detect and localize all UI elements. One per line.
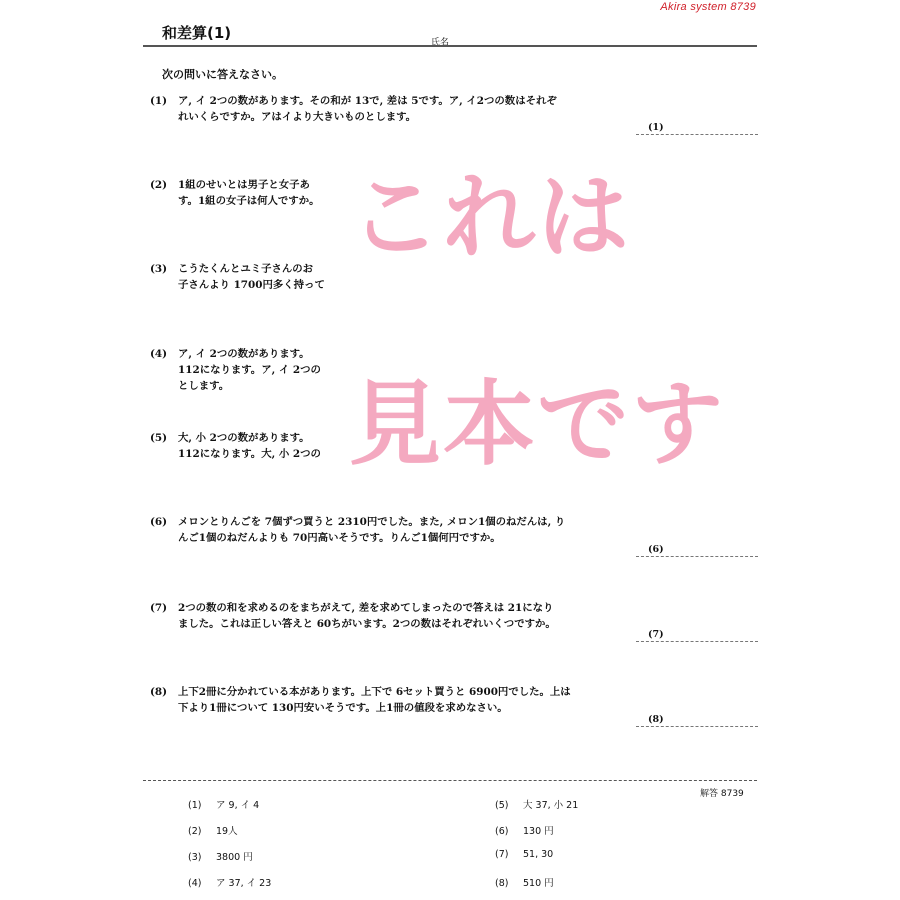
question-text: 1組のせいとは男子と女子あ す。1組の女子は何人ですか。 (178, 179, 320, 207)
answer-item (188, 875, 271, 889)
cut-line (143, 780, 757, 781)
answer-number: (2) (188, 826, 202, 837)
answer-number: (6) (495, 826, 509, 837)
answer-value: 51, 30 (523, 849, 554, 860)
sample-watermark-line2: 見本です (343, 365, 731, 485)
answer-value: 510 円 (523, 878, 554, 889)
answer-item (495, 823, 554, 837)
answer-blank-label: (1) (648, 122, 664, 133)
question-number: (6) (150, 516, 168, 528)
question-text: 上下2冊に分かれている本があります。上下で 6セット買うと 6900円でした。上は 下より1冊について 130円安いそうです。上1冊の値段を求めなさい。 (178, 686, 571, 714)
answer-number: (5) (495, 800, 509, 811)
question-number: (1) (150, 95, 168, 107)
name-field-label: 氏名 (431, 38, 450, 48)
answer-value: 大 37, 小 21 (523, 800, 579, 811)
answer-item (495, 797, 578, 811)
answer-blank-8[interactable] (636, 713, 758, 727)
question-number: (4) (150, 348, 168, 360)
question-7 (150, 600, 640, 632)
instruction-text: 次の問いに答えなさい。 (162, 68, 283, 81)
answer-blank-label: (6) (648, 544, 664, 555)
answer-number: (1) (188, 800, 202, 811)
answer-value: 19人 (216, 826, 238, 837)
worksheet-title: 和差算(1) (162, 24, 232, 42)
answer-item (188, 823, 238, 837)
answer-item (188, 797, 259, 811)
answer-blank-7[interactable] (636, 628, 758, 642)
question-number: (7) (150, 602, 168, 614)
question-8 (150, 684, 640, 716)
question-6 (150, 514, 640, 546)
answer-value: ア 37, イ 23 (216, 878, 272, 889)
header-rule (143, 45, 757, 47)
question-text: こうたくんとユミ子さんのお 子さんより 1700円多く持って (178, 263, 325, 291)
answer-key-title: 解答 8739 (700, 789, 744, 799)
answer-value: 3800 円 (216, 852, 253, 863)
question-text: 2つの数の和を求めるのをまちがえて, 差を求めてしまったので答えは 21になり ました。これは正しい答えと 60ちがいます。2つの数はそれぞれいくつですか。 (178, 602, 556, 630)
answer-value: 130 円 (523, 826, 554, 837)
question-number: (8) (150, 686, 168, 698)
answer-blank-1[interactable] (636, 121, 758, 135)
answer-blank-label: (7) (648, 629, 664, 640)
sample-watermark-line1: これは (343, 158, 637, 278)
answer-number: (8) (495, 878, 509, 889)
question-text: メロンとりんごを 7個ずつ買うと 2310円でした。また, メロン1個のねだんは, り んご1個のねだんよりも 70円高いそうです。りんご1個何円ですか。 (178, 516, 566, 544)
question-text: ア, イ 2つの数があります。その和が 13で, 差は 5です。ア, イ2つの数はそれぞ れいくらですか。アはイより大きいものとします。 (178, 95, 557, 123)
answer-number: (3) (188, 852, 202, 863)
answer-number: (7) (495, 849, 509, 860)
answer-number: (4) (188, 878, 202, 889)
answer-item (495, 875, 554, 889)
question-number: (5) (150, 432, 168, 444)
question-number: (2) (150, 179, 168, 191)
answer-value: ア 9, イ 4 (216, 800, 260, 811)
answer-blank-6[interactable] (636, 543, 758, 557)
question-1 (150, 93, 640, 125)
question-text: ア, イ 2つの数があります。 112になります。ア, イ 2つの とします。 (178, 348, 321, 392)
answer-item (188, 849, 253, 863)
brand-label: Akira system 8739 (660, 1, 756, 13)
question-number: (3) (150, 263, 168, 275)
question-text: 大, 小 2つの数があります。 112になります。大, 小 2つの (178, 432, 321, 460)
answer-item (495, 849, 553, 860)
answer-blank-label: (8) (648, 714, 664, 725)
